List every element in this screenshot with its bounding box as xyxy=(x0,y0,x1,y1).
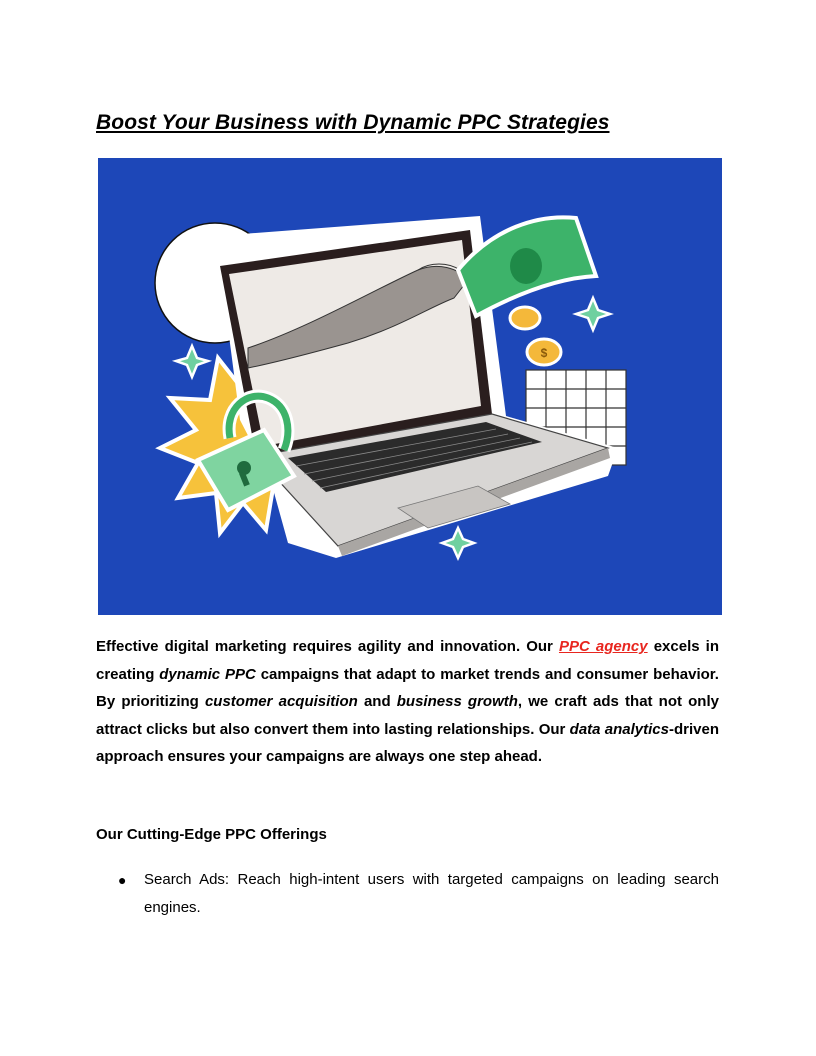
intro-emphasis-3: business growth xyxy=(396,693,518,710)
intro-emphasis-1: dynamic PPC xyxy=(159,665,256,683)
coin-icon xyxy=(510,307,561,365)
svg-text:$: $ xyxy=(540,346,548,360)
intro-text-4: and xyxy=(357,693,397,710)
intro-text-3: campaigns that adapt to market trends and consumer behavior. By prioritizing xyxy=(96,665,719,710)
bullet-icon: ● xyxy=(118,872,127,888)
hero-image xyxy=(98,158,722,615)
offerings-heading: Our Cutting-Edge PPC Offerings xyxy=(96,826,327,843)
page-title: Boost Your Business with Dynamic PPC Strategies xyxy=(96,111,610,134)
hero-illustration xyxy=(98,158,722,615)
intro-emphasis-2: customer acquisition xyxy=(204,693,358,710)
list-item-text: Search Ads: Reach high-intent users with targeted campaigns on leading search engines. xyxy=(144,871,719,916)
list-item xyxy=(96,866,719,922)
intro-emphasis-4: data analytics xyxy=(569,720,669,738)
offerings-list xyxy=(96,866,719,922)
intro-paragraph xyxy=(96,633,719,771)
intro-text-2: excels in creating xyxy=(96,638,719,683)
intro-text-6: -driven approach ensures your campaigns are always one step ahead. xyxy=(96,720,719,765)
intro-text-1: Effective digital marketing requires agility and innovation. Our xyxy=(96,638,559,655)
ppc-agency-link[interactable]: PPC agency xyxy=(558,638,648,655)
intro-text-5: , we craft ads that not only attract clicks but also convert them into lasting relationships. Our xyxy=(96,693,719,738)
